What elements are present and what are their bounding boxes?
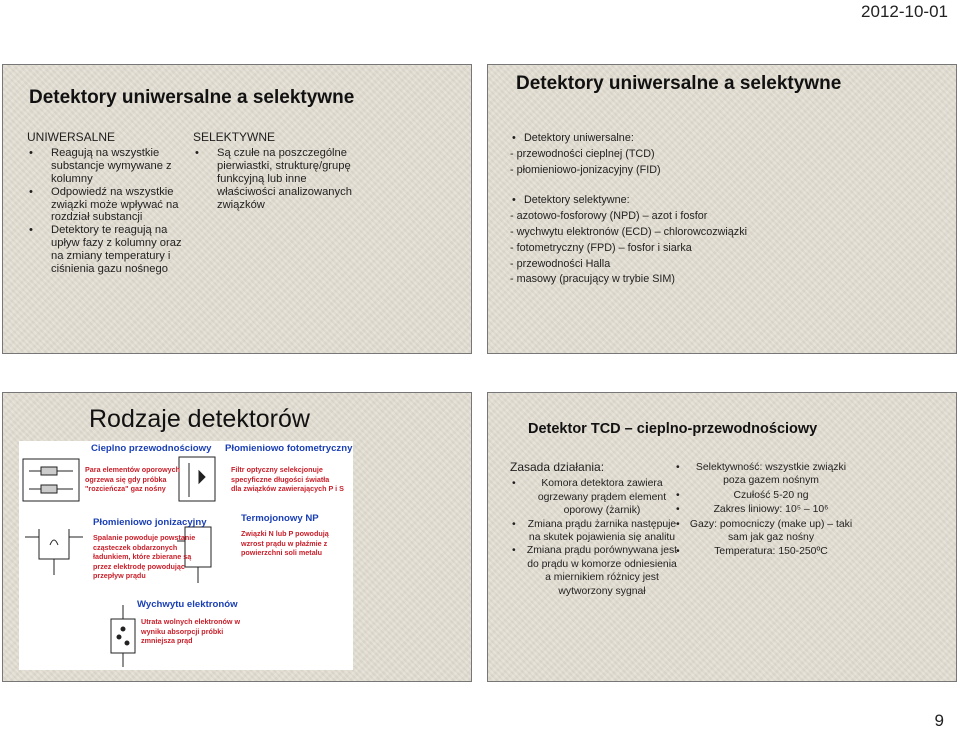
list-item: • Temperatura: 150-250ºC bbox=[688, 545, 854, 558]
list-item: • Zmiana prądu porównywana jest do prądu w komorze odniesienia a miernikiem różnicy jest wytworzony sygnał bbox=[524, 544, 680, 598]
list-item: • Czułość 5-20 ng bbox=[688, 489, 854, 502]
slide-title: Detektory uniwersalne a selektywne bbox=[29, 87, 355, 108]
list-item: • Są czułe na poszczególne pierwiastki, strukturę/grupę funkcyjną lub inne właściwości analizowanych związków bbox=[207, 147, 357, 212]
fpd-figure-title: Płomieniowo fotometryczny bbox=[225, 443, 353, 454]
tcd-schematic-icon bbox=[23, 459, 79, 501]
universal-column bbox=[27, 131, 187, 276]
principle-heading: Zasada działania: bbox=[510, 460, 605, 474]
list-item: • Gazy: pomocniczy (make up) – taki sam jak gaz nośny bbox=[688, 518, 854, 545]
tcd-figure-title: Cieplno przewodnościowy bbox=[91, 443, 212, 454]
slide-title: Detektor TCD – cieplno-przewodnościowy bbox=[528, 421, 818, 437]
fid-figure-desc: Spalanie powoduje powstanie cząsteczek obdarzonych ładunkiem, które zbierane są przez elektrodę powodując przepływ prądu bbox=[93, 533, 196, 581]
slide-universal-vs-selective-1 bbox=[2, 64, 472, 354]
slide-universal-vs-selective-2 bbox=[487, 64, 957, 354]
tcd-figure-desc: Para elementów oporowych ogrzewa się gdy próbka "rozcieńcza" gaz nośny bbox=[85, 465, 181, 494]
page-date: 2012-10-01 bbox=[861, 2, 948, 21]
ecd-figure-desc: Utrata wolnych elektronów w wyniku absorpcji próbki zmniejsza prąd bbox=[141, 617, 241, 646]
list-item: - wychwytu elektronów (ECD) – chlorowcozwiązki bbox=[510, 225, 747, 238]
fpd-figure-desc: Filtr optyczny selekcjonuje specyficzne długości światła dla związków zawierających P i S bbox=[231, 465, 344, 494]
principle-column bbox=[510, 461, 680, 598]
list-item: - masowy (pracujący w trybie SIM) bbox=[510, 273, 675, 286]
np-figure-title: Termojonowy NP bbox=[241, 513, 319, 524]
fid-schematic-icon bbox=[39, 529, 69, 559]
list-item: • Reagują na wszystkie substancje wymywane z kolumny bbox=[41, 147, 187, 186]
selective-list bbox=[193, 147, 357, 212]
parameters-column bbox=[674, 461, 854, 560]
selective-heading: SELEKTYWNE bbox=[193, 130, 276, 144]
list-item: - przewodności cieplnej (TCD) bbox=[510, 147, 655, 160]
list-item: • Selektywność: wszystkie związki poza gazem nośnym bbox=[688, 461, 854, 488]
principle-list bbox=[510, 477, 680, 598]
np-figure-desc: Związki N lub P powodują wzrost prądu w płaźmie z powierzchni soli metalu bbox=[241, 529, 329, 558]
list-item: • Odpowiedź na wszystkie związki może wpływać na rozdział substancji bbox=[41, 186, 187, 225]
ecd-schematic-icon bbox=[111, 619, 135, 653]
list-item: • Zakres liniowy: 10⁵ – 10⁶ bbox=[688, 503, 854, 516]
detector-types-figure bbox=[19, 441, 353, 670]
ecd-figure-title: Wychwytu elektronów bbox=[137, 599, 238, 610]
list-item: • Zmiana prądu żarnika następuje na skutek pojawienia się analitu bbox=[524, 518, 680, 545]
list-item: - płomieniowo-jonizacyjny (FID) bbox=[510, 163, 661, 176]
slide-title: Rodzaje detektorów bbox=[89, 405, 310, 433]
page-number: 9 bbox=[934, 711, 944, 730]
slide-tcd-detector bbox=[487, 392, 957, 682]
detector-list bbox=[510, 131, 950, 303]
universal-heading: UNIWERSALNE bbox=[27, 130, 116, 144]
list-item: • Komora detektora zawiera ogrzewany prądem element oporowy (żarnik) bbox=[524, 477, 680, 517]
slide-detector-types bbox=[2, 392, 472, 682]
universal-heading: • Detektory uniwersalne: bbox=[510, 131, 950, 147]
list-item: - fotometryczny (FPD) – fosfor i siarka bbox=[510, 241, 692, 254]
selective-heading: • Detektory selektywne: bbox=[510, 193, 950, 209]
universal-block bbox=[510, 131, 950, 178]
fpd-schematic-icon bbox=[179, 457, 215, 501]
selective-block bbox=[510, 193, 950, 288]
universal-list bbox=[27, 147, 187, 276]
slide-title: Detektory uniwersalne a selektywne bbox=[516, 73, 842, 94]
list-item: - przewodności Halla bbox=[510, 257, 611, 270]
fid-figure-title: Płomieniowo jonizacyjny bbox=[93, 517, 207, 528]
parameters-list bbox=[674, 461, 854, 559]
list-item: • Detektory te reagują na upływ fazy z kolumny oraz na zmiany temperatury i ciśnienia gazu nośnego bbox=[41, 224, 187, 276]
list-item: - azotowo-fosforowy (NPD) – azot i fosfor bbox=[510, 210, 708, 223]
selective-column bbox=[193, 131, 357, 211]
